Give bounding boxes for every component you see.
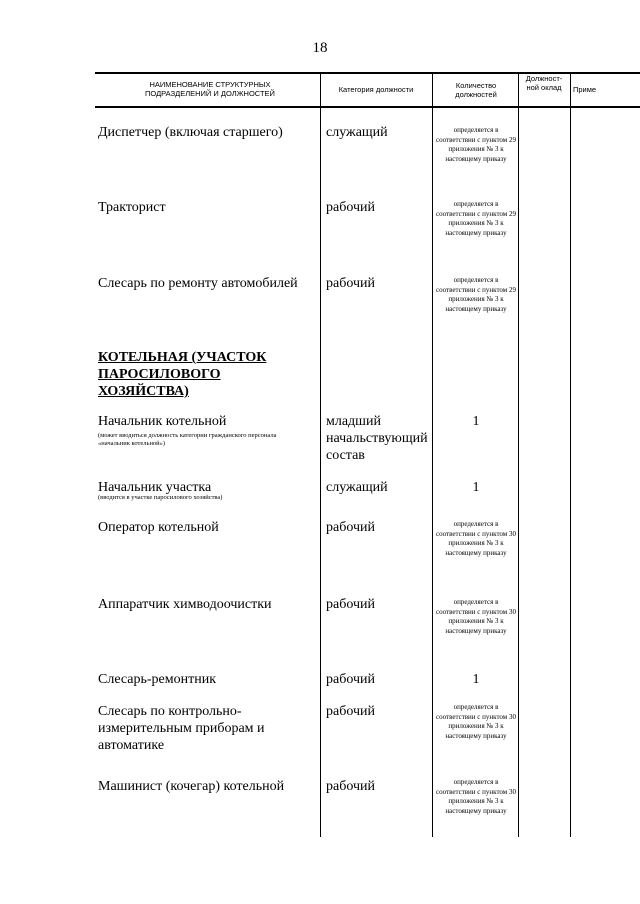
position-category: рабочий xyxy=(326,672,375,687)
position-category: рабочий xyxy=(326,276,375,291)
header-salary: Должност-ной оклад xyxy=(525,74,563,92)
position-quantity: 1 xyxy=(472,672,480,687)
position-category: рабочий xyxy=(326,704,375,719)
header-quantity: Количество должностей xyxy=(455,81,497,99)
position-category: рабочий xyxy=(326,597,375,612)
section-title: КОТЕЛЬНАЯ (УЧАСТОК ПАРОСИЛОВОГО ХОЗЯЙСТВА) xyxy=(98,350,267,399)
page-number: 18 xyxy=(312,40,328,56)
position-quantity: определяется в соответствии с пунктом 30 приложения № 3 к настоящему приказу xyxy=(436,598,516,635)
header-bottom-rule xyxy=(95,106,640,108)
header-note: Приме xyxy=(573,85,597,94)
position-quantity: определяется в соответствии с пунктом 29 приложения № 3 к настоящему приказу xyxy=(436,200,516,237)
position-note: (вводится в участке паросилового хозяйства) xyxy=(98,494,223,501)
position-category: младший начальствующий состав xyxy=(326,414,428,463)
column-divider xyxy=(432,72,433,837)
position-name: Аппаратчик химводоочистки xyxy=(98,597,272,612)
position-quantity: 1 xyxy=(472,480,480,495)
position-note: (может вводиться должность категории гражданского персонала «начальник котельной») xyxy=(98,432,277,447)
position-name: Машинист (кочегар) котельной xyxy=(98,779,285,794)
position-name: Диспетчер (включая старшего) xyxy=(98,125,283,140)
position-quantity: определяется в соответствии с пунктом 29 приложения № 3 к настоящему приказу xyxy=(436,276,516,313)
position-category: рабочий xyxy=(326,779,375,794)
position-name: Начальник котельной xyxy=(98,414,227,429)
position-category: служащий xyxy=(326,480,388,495)
position-name: Слесарь-ремонтник xyxy=(98,672,217,687)
position-name: Слесарь по ремонту автомобилей xyxy=(98,276,298,291)
position-name: Оператор котельной xyxy=(98,520,219,535)
position-quantity: определяется в соответствии с пунктом 30 приложения № 3 к настоящему приказу xyxy=(436,778,516,815)
position-quantity: определяется в соответствии с пунктом 29 приложения № 3 к настоящему приказу xyxy=(436,126,516,163)
column-divider xyxy=(570,72,571,837)
position-quantity: 1 xyxy=(472,414,480,429)
column-divider xyxy=(320,72,321,837)
column-divider xyxy=(518,72,519,837)
position-name: Тракторист xyxy=(98,200,166,215)
position-name: Начальник участка xyxy=(98,480,212,495)
position-category: рабочий xyxy=(326,520,375,535)
position-category: служащий xyxy=(326,125,388,140)
header-name: НАИМЕНОВАНИЕ СТРУКТУРНЫХ ПОДРАЗДЕЛЕНИЙ И ДОЛЖНОСТЕЙ xyxy=(145,80,275,98)
position-name: Слесарь по контрольно-измерительным приборам и автоматике xyxy=(98,704,265,753)
header-category: Категория должности xyxy=(338,85,414,94)
position-quantity: определяется в соответствии с пунктом 30 приложения № 3 к настоящему приказу xyxy=(436,703,516,740)
position-quantity: определяется в соответствии с пунктом 30 приложения № 3 к настоящему приказу xyxy=(436,520,516,557)
position-category: рабочий xyxy=(326,200,375,215)
